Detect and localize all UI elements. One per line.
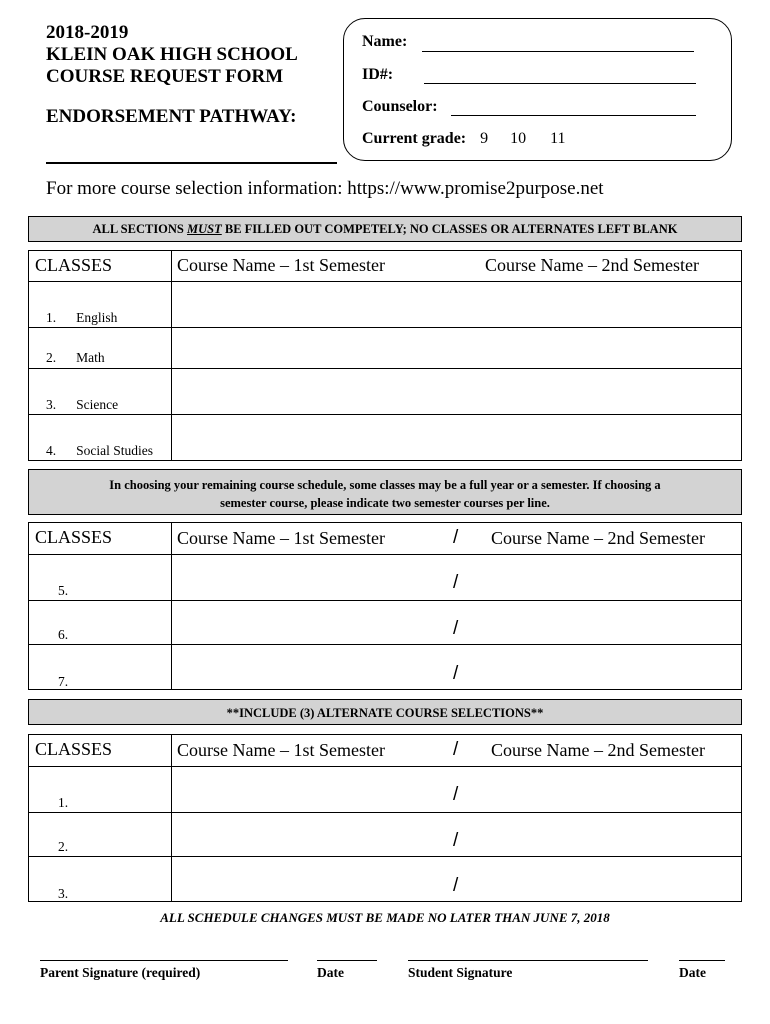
student-date-field[interactable] [679, 960, 725, 961]
alternate-3-field[interactable] [172, 857, 741, 902]
semester-divider-slash: / [453, 527, 459, 548]
grade-option-10[interactable]: 10 [510, 130, 527, 147]
row-slash: / [453, 618, 459, 639]
course-7-field[interactable] [172, 645, 741, 690]
school-name: KLEIN OAK HIGH SCHOOL [46, 44, 298, 65]
row-slash: / [453, 875, 459, 896]
endorsement-pathway-label: ENDORSEMENT PATHWAY: [46, 106, 297, 127]
row-slash: / [453, 830, 459, 851]
more-info-text: For more course selection information: https://www.promise2purpose.net [46, 178, 604, 199]
counselor-label: Counselor: [362, 98, 438, 115]
current-grade-row [362, 130, 566, 148]
row-slash: / [453, 784, 459, 805]
grade-option-9[interactable]: 9 [480, 130, 489, 147]
table-row: 3. [58, 886, 69, 901]
col-sem2: Course Name – 2nd Semester [491, 740, 705, 760]
col-sem1: Course Name – 1st Semester [177, 528, 385, 548]
banner-must-emphasis: MUST [187, 222, 222, 236]
id-label: ID#: [362, 66, 394, 83]
course-5-field[interactable] [172, 555, 741, 600]
banner-line-1: In choosing your remaining course schedule, some classes may be a full year or a semester. If choosing a [109, 478, 661, 492]
name-label: Name: [362, 33, 408, 50]
semester-divider-slash: / [453, 739, 459, 760]
row-slash: / [453, 572, 459, 593]
col-classes: CLASSES [35, 739, 113, 759]
alternate-1-field[interactable] [172, 767, 741, 812]
semester-info-banner [28, 469, 742, 515]
id-field[interactable] [424, 83, 696, 84]
table-row: 2. Math [46, 350, 105, 365]
banner-suffix: BE FILLED OUT COMPETELY; NO CLASSES OR ALTERNATES LEFT BLANK [221, 222, 678, 236]
science-course-field[interactable] [172, 369, 741, 414]
table-row: 4. Social Studies [46, 443, 153, 458]
table-row: 6. [58, 627, 69, 642]
parent-signature-label: Parent Signature (required) [40, 965, 201, 980]
student-info-box [343, 18, 732, 161]
col-classes: CLASSES [35, 527, 113, 547]
form-header [46, 22, 298, 128]
table-row: 1. English [46, 310, 118, 325]
table-row: 5. [58, 583, 69, 598]
endorsement-pathway-field[interactable] [46, 162, 337, 164]
alternate-courses-banner: **INCLUDE (3) ALTERNATE COURSE SELECTIONS** [28, 699, 742, 725]
name-field[interactable] [422, 51, 694, 52]
student-signature-field[interactable] [408, 960, 648, 961]
alternate-2-field[interactable] [172, 813, 741, 856]
math-course-field[interactable] [172, 328, 741, 368]
col-sem2: Course Name – 2nd Semester [485, 255, 699, 275]
form-title: COURSE REQUEST FORM [46, 66, 284, 87]
row-slash: / [453, 663, 459, 684]
current-grade-label: Current grade: [362, 130, 467, 147]
col-classes: CLASSES [35, 255, 113, 275]
col-sem1: Course Name – 1st Semester [177, 255, 385, 275]
parent-date-label: Date [317, 965, 344, 980]
banner-prefix: ALL SECTIONS [92, 222, 188, 236]
required-sections-banner [28, 216, 742, 242]
table-row: 1. [58, 795, 69, 810]
grade-option-11[interactable]: 11 [550, 130, 566, 147]
schedule-deadline-notice: ALL SCHEDULE CHANGES MUST BE MADE NO LATER THAN JUNE 7, 2018 [160, 910, 610, 925]
school-year: 2018-2019 [46, 22, 129, 43]
col-sem1: Course Name – 1st Semester [177, 740, 385, 760]
core-classes-table [28, 250, 742, 461]
banner-line-2: semester course, please indicate two semester courses per line. [220, 496, 550, 510]
alternate-classes-table [28, 734, 742, 902]
parent-date-field[interactable] [317, 960, 377, 961]
parent-signature-field[interactable] [40, 960, 288, 961]
student-date-label: Date [679, 965, 706, 980]
student-signature-label: Student Signature [408, 965, 513, 980]
table-row: 3. Science [46, 397, 119, 412]
social-studies-course-field[interactable] [172, 415, 741, 461]
table-row: 7. [58, 674, 69, 689]
table-row: 2. [58, 839, 69, 854]
counselor-field[interactable] [451, 115, 696, 116]
elective-classes-table [28, 522, 742, 690]
english-course-field[interactable] [172, 282, 741, 327]
col-sem2: Course Name – 2nd Semester [491, 528, 705, 548]
course-6-field[interactable] [172, 601, 741, 644]
